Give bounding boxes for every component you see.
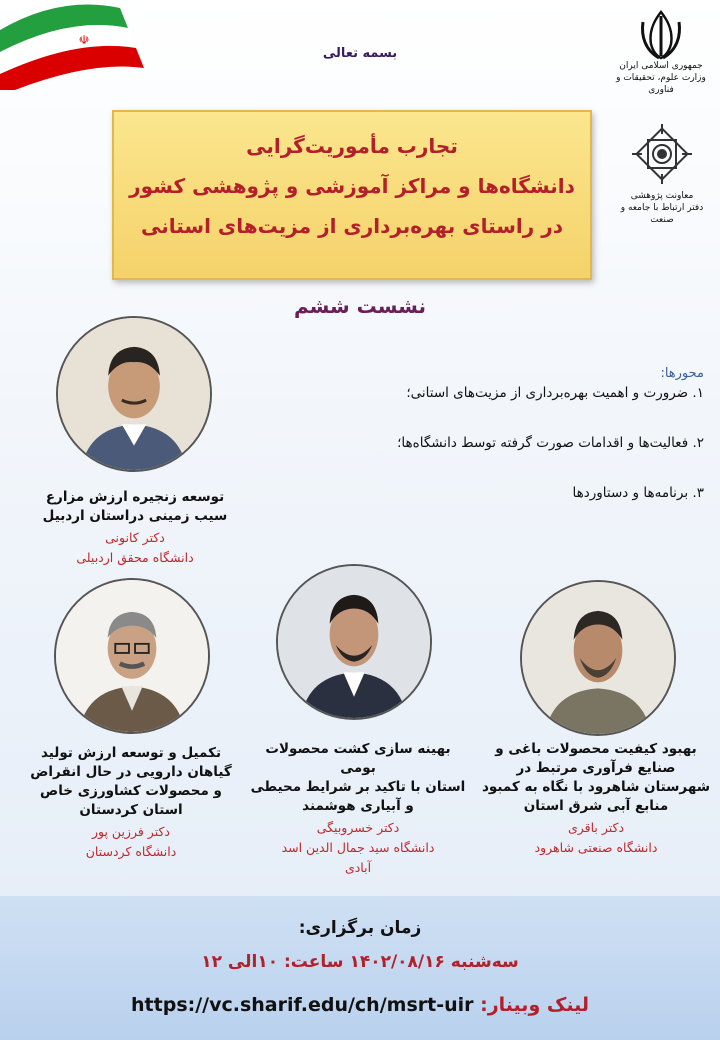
- svg-text:☫: ☫: [78, 33, 90, 47]
- title-line-3: در راستای بهره‌برداری از مزیت‌های استانی: [140, 214, 564, 238]
- webinar-link[interactable]: https://vc.sharif.edu/ch/msrt-uir: [131, 994, 474, 1016]
- speaker-university: دانشگاه صنعتی شاهرود: [534, 840, 658, 855]
- person-icon: [58, 318, 210, 470]
- session-title: نشست ششم: [293, 294, 427, 318]
- speaker-topic-line: منابع آبی شرق استان: [523, 798, 669, 814]
- bismillah: بسمه تعالی: [322, 46, 398, 61]
- topic-item: ۲. فعالیت‌ها و اقدامات صورت گرفته توسط دانشگاه‌ها؛: [397, 435, 704, 451]
- speaker-university: دانشگاه سید جمال الدین اسد: [281, 840, 435, 855]
- ministry-emblem: [616, 10, 706, 110]
- ministry-name-line2: وزارت علوم، تحقیقات و فناوری: [616, 73, 706, 95]
- title-line-2: دانشگاه‌ها و مراکز آموزشی و پژوهشی کشور: [129, 174, 575, 198]
- speaker-2-photo: [54, 578, 210, 734]
- speaker-topic-line: و آبیاری هوشمند: [302, 798, 414, 814]
- title-box: [112, 110, 592, 280]
- person-icon: [278, 566, 430, 718]
- speaker-name: دکتر کانونی: [105, 530, 165, 545]
- speaker-4-block: [478, 740, 714, 858]
- speaker-topic-line: و محصولات کشاورزی خاص: [40, 783, 222, 799]
- speaker-name: دکتر فرزین پور: [91, 824, 170, 839]
- event-time-value: سه‌شنبه ۱۴۰۲/۰۸/۱۶ ساعت: ۱۰الی ۱۲: [201, 952, 519, 972]
- speaker-topic-line: استان با تاکید بر شرایط محیطی: [250, 779, 466, 795]
- speaker-3-block: [248, 740, 468, 878]
- speaker-topic-line: توسعه زنجیره ارزش مزارع: [45, 489, 225, 505]
- speaker-topic-line: گیاهان دارویی در حال انقراض: [30, 764, 232, 780]
- speaker-1-photo: [56, 316, 212, 472]
- speaker-topic-line: بهبود کیفیت محصولات باغی و: [495, 741, 697, 757]
- person-icon: [522, 582, 674, 734]
- speaker-topic-line: سیب زمینی دراستان اردبیل: [42, 508, 228, 524]
- speaker-topic-line: استان کردستان: [79, 802, 183, 818]
- speaker-topic-line: بهینه سازی کشت محصولات بومی: [265, 741, 451, 776]
- office-name-line2: دفتر ارتباط با جامعه و صنعت: [620, 203, 704, 225]
- webinar-link-label: لینک وبینار:: [480, 994, 589, 1016]
- speaker-4-photo: [520, 580, 676, 736]
- ornament-icon: [630, 122, 694, 186]
- speaker-name: دکتر باقری: [567, 820, 625, 835]
- iran-emblem-icon: [639, 10, 683, 60]
- speaker-topic-line: صنایع فرآوری مرتبط در: [516, 760, 676, 776]
- speaker-name: دکتر خسروبیگی: [316, 820, 400, 835]
- speaker-topic-line: تکمیل و توسعه ارزش تولید: [40, 745, 222, 761]
- speaker-university: دانشگاه کردستان: [85, 844, 177, 859]
- ministry-name-line1: جمهوری اسلامی ایران: [619, 61, 703, 71]
- person-icon: [56, 580, 208, 732]
- title-line-1: تجارب مأموریت‌گرایی: [246, 134, 458, 158]
- iran-flag-ribbon: [0, 0, 170, 90]
- topic-item: ۳. برنامه‌ها و دستاوردها: [572, 485, 704, 501]
- event-time-label: زمان برگزاری:: [298, 918, 422, 938]
- speaker-university: دانشگاه محقق اردبیلی: [76, 550, 194, 565]
- topics-header: محورها:: [660, 366, 704, 381]
- office-name-line1: معاونت پژوهشی: [630, 191, 694, 201]
- topics-list: [300, 366, 704, 535]
- topic-item: ۱. ضرورت و اهمیت بهره‌برداری از مزیت‌های استانی؛: [406, 385, 704, 401]
- speaker-topic-line: شهرستان شاهرود با نگاه به کمبود: [481, 779, 711, 795]
- speaker-2-block: [18, 744, 244, 862]
- webinar-link-row: [60, 994, 660, 1016]
- office-emblem: [612, 122, 712, 252]
- speaker-3-photo: [276, 564, 432, 720]
- speaker-1-block: [20, 488, 250, 568]
- speaker-university: آبادی: [344, 860, 372, 875]
